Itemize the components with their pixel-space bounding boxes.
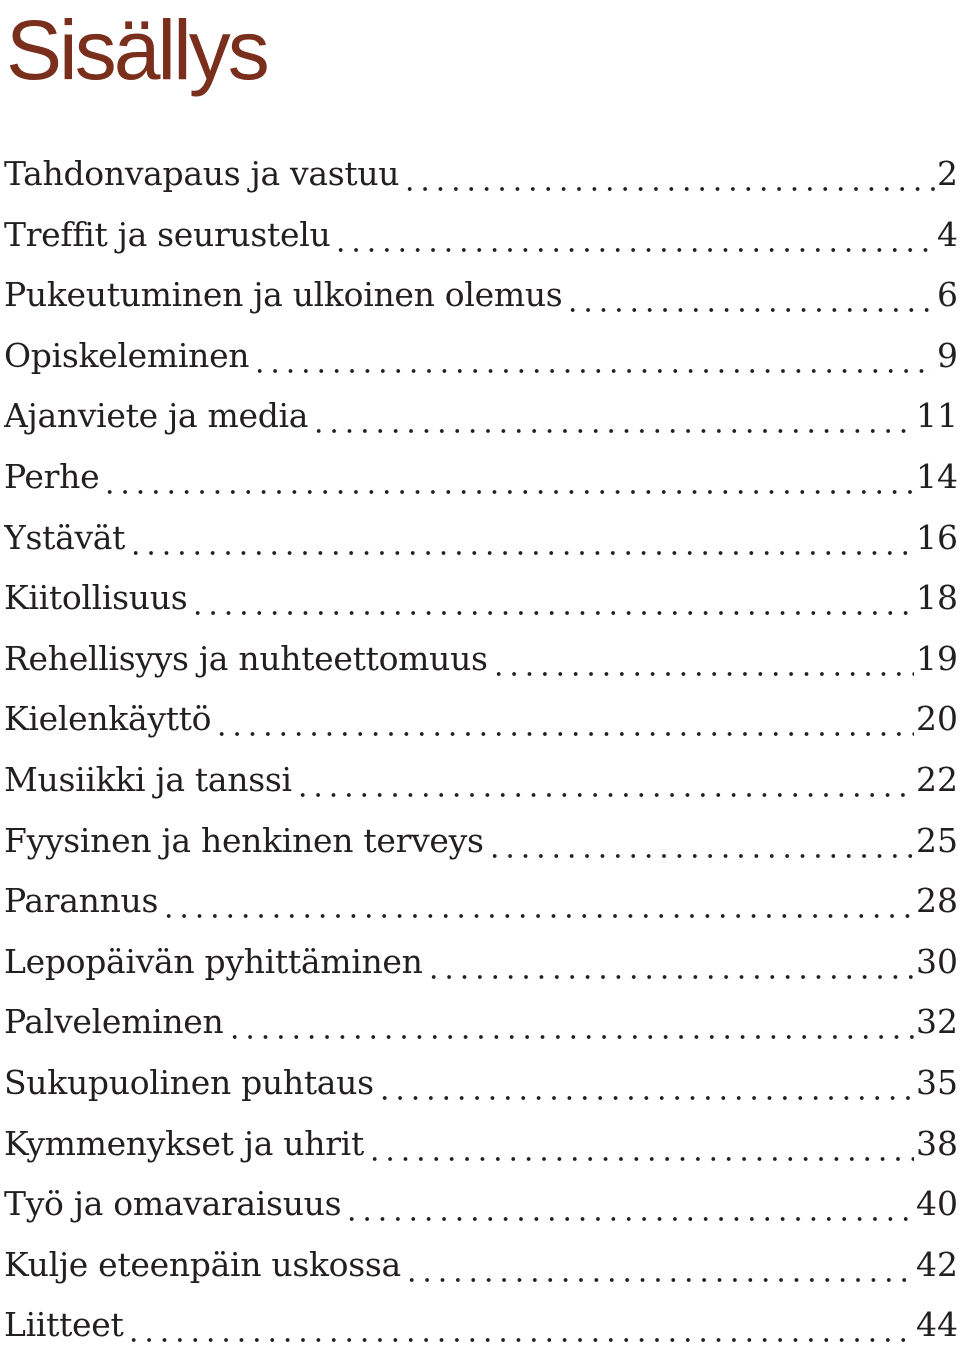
dot-leader <box>565 265 935 326</box>
dot-leader <box>487 811 914 872</box>
toc-entry[interactable] <box>4 750 958 811</box>
table-of-contents <box>4 144 958 1356</box>
toc-entry-title: Työ ja omavaraisuus <box>4 1184 342 1224</box>
toc-entry-title: Opiskeleminen <box>4 335 250 375</box>
toc-entry-page-number: 18 <box>916 578 958 618</box>
toc-entry-page-number: 35 <box>916 1062 958 1102</box>
dot-leader <box>295 750 914 811</box>
toc-entry[interactable] <box>4 386 958 447</box>
dot-leader <box>227 992 915 1053</box>
toc-entry-page-number: 11 <box>916 396 958 436</box>
dot-leader <box>333 205 935 266</box>
toc-entry-page-number: 44 <box>916 1305 958 1345</box>
toc-entry-page-number: 30 <box>916 941 958 981</box>
toc-entry-title: Musiikki ja tanssi <box>4 759 292 799</box>
dot-leader <box>214 689 914 750</box>
toc-entry-title: Fyysinen ja henkinen terveys <box>4 820 484 860</box>
toc-entry-page-number: 42 <box>916 1244 958 1284</box>
toc-entry-page-number: 2 <box>937 154 958 193</box>
toc-entry[interactable] <box>4 508 958 569</box>
toc-entry[interactable] <box>4 811 958 872</box>
toc-entry-page-number: 16 <box>916 517 958 557</box>
toc-entry[interactable] <box>4 205 958 266</box>
toc-entry-title: Tahdonvapaus ja vastuu <box>4 154 400 193</box>
toc-entry-title: Liitteet <box>4 1305 124 1345</box>
toc-entry[interactable] <box>4 265 958 326</box>
toc-entry-title: Kielenkäyttö <box>4 699 212 739</box>
toc-entry[interactable] <box>4 1114 958 1175</box>
toc-entry[interactable] <box>4 689 958 750</box>
toc-entry-page-number: 19 <box>916 638 958 678</box>
dot-leader <box>491 629 914 690</box>
toc-entry-title: Lepopäivän pyhittäminen <box>4 941 423 981</box>
toc-entry[interactable] <box>4 326 958 387</box>
toc-entry-page-number: 28 <box>916 881 958 921</box>
dot-leader <box>311 386 914 447</box>
dot-leader <box>126 1295 914 1356</box>
toc-entry-page-number: 6 <box>937 275 958 315</box>
toc-entry[interactable] <box>4 1174 958 1235</box>
dot-leader <box>404 1235 914 1296</box>
toc-entry-title: Sukupuolinen puhtaus <box>4 1062 374 1102</box>
toc-entry-title: Perhe <box>4 456 100 496</box>
toc-entry[interactable] <box>4 1053 958 1114</box>
toc-entry-title: Pukeutuminen ja ulkoinen olemus <box>4 275 563 315</box>
toc-entry-title: Kulje eteenpäin uskossa <box>4 1244 401 1284</box>
toc-entry[interactable] <box>4 629 958 690</box>
toc-entry-page-number: 38 <box>916 1123 958 1163</box>
toc-entry-title: Treffit ja seurustelu <box>4 214 331 254</box>
toc-entry[interactable] <box>4 447 958 508</box>
toc-entry-title: Ajanviete ja media <box>4 396 309 436</box>
toc-entry-page-number: 9 <box>937 335 958 375</box>
dot-leader <box>161 871 914 932</box>
toc-entry-page-number: 22 <box>916 759 958 799</box>
dot-leader <box>128 508 914 569</box>
toc-entry[interactable] <box>4 144 958 205</box>
dot-leader <box>344 1174 914 1235</box>
toc-entry-page-number: 14 <box>916 456 958 496</box>
toc-entry[interactable] <box>4 1295 958 1356</box>
toc-entry[interactable] <box>4 932 958 993</box>
dot-leader <box>102 447 914 508</box>
dot-leader <box>426 932 914 993</box>
dot-leader <box>367 1114 914 1175</box>
toc-entry-page-number: 40 <box>916 1184 958 1224</box>
dot-leader <box>377 1053 914 1114</box>
page-title: Sisällys <box>6 3 267 97</box>
toc-entry-title: Kiitollisuus <box>4 578 188 618</box>
toc-entry-title: Ystävät <box>4 517 126 557</box>
toc-entry-page-number: 25 <box>916 820 958 860</box>
toc-entry-page-number: 4 <box>937 214 958 254</box>
toc-entry[interactable] <box>4 568 958 629</box>
toc-entry-title: Palveleminen <box>4 1002 224 1042</box>
toc-entry-title: Rehellisyys ja nuhteettomuus <box>4 638 488 678</box>
toc-entry-page-number: 32 <box>916 1002 958 1042</box>
dot-leader <box>252 326 935 387</box>
dot-leader <box>402 144 935 205</box>
toc-entry-title: Kymmenykset ja uhrit <box>4 1123 364 1163</box>
toc-entry[interactable] <box>4 992 958 1053</box>
toc-entry[interactable] <box>4 1235 958 1296</box>
toc-entry-title: Parannus <box>4 881 159 921</box>
toc-entry[interactable] <box>4 871 958 932</box>
dot-leader <box>190 568 914 629</box>
toc-entry-page-number: 20 <box>916 699 958 739</box>
